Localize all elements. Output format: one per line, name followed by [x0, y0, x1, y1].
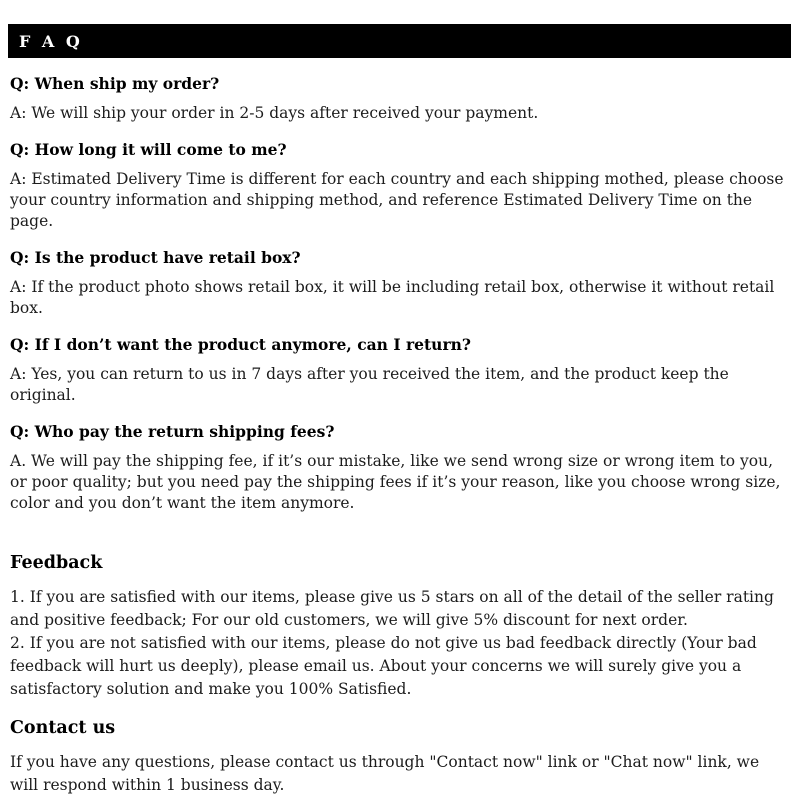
contact-heading: Contact us — [10, 718, 116, 738]
faq-page — [0, 24, 800, 794]
feedback-heading: Feedback — [10, 553, 103, 573]
faq-answer: A. We will pay the shipping fee, if it’s our mistake, like we send wrong size or wrong item to you, or poor quality; but you need pay the shipping fees if it’s your reason, like you choose wrong size, color and you don’t want the item anymore. — [10, 452, 781, 512]
faq-title: F A Q — [19, 31, 83, 51]
faq-answer: A: Yes, you can return to us in 7 days after you received the item, and the product keep the original. — [10, 365, 729, 404]
faq-content — [0, 73, 800, 797]
faq-question: Q: If I don’t want the product anymore, can I return? — [10, 335, 471, 354]
faq-question: Q: Is the product have retail box? — [10, 248, 301, 267]
faq-answer: A: We will ship your order in 2-5 days after received your payment. — [10, 104, 539, 122]
faq-item — [10, 421, 790, 514]
feedback-paragraph: 2. If you are not satisfied with our items, please do not give us bad feedback directly (Your bad feedback will hurt us deeply), please email us. About your concerns we will surely give you a satisfactory solution and make you 100% Satisfied. — [10, 634, 757, 698]
faq-answer: A: Estimated Delivery Time is different for each country and each shipping mothed, please choose your country information and shipping method, and reference Estimated Delivery Time on the page. — [10, 170, 784, 230]
faq-item — [10, 247, 790, 319]
faq-answer: A: If the product photo shows retail box, it will be including retail box, otherwise it without retail box. — [10, 278, 775, 317]
feedback-paragraph: 1. If you are satisfied with our items, please give us 5 stars on all of the detail of the seller rating and positive feedback; For our old customers, we will give 5% discount for next order. — [10, 588, 774, 629]
faq-question: Q: When ship my order? — [10, 74, 220, 93]
faq-question: Q: Who pay the return shipping fees? — [10, 422, 335, 441]
faq-question: Q: How long it will come to me? — [10, 140, 287, 159]
faq-header-bar — [8, 24, 791, 58]
contact-paragraph: If you have any questions, please contact us through "Contact now" link or "Chat now" link, we will respond within 1 business day. — [10, 753, 760, 794]
faq-item — [10, 334, 790, 406]
faq-item — [10, 139, 790, 232]
faq-item — [10, 73, 790, 124]
